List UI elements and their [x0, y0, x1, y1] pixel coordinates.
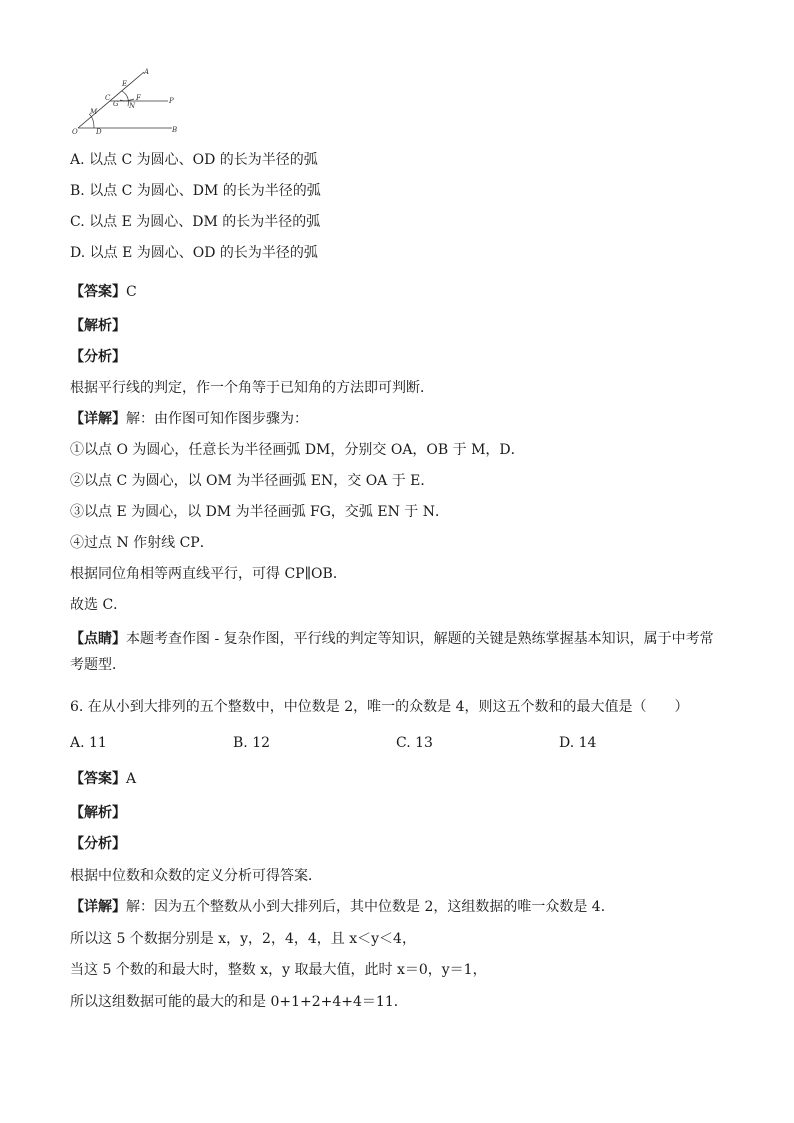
label-A: A	[144, 68, 150, 76]
q5-detail-text: 解：由作图可知作图步骤为：	[126, 411, 308, 427]
label-G: G	[113, 100, 119, 108]
q5-option-c: C. 以点 E 为圆心、DM 的长为半径的弧	[70, 214, 321, 230]
label-M: M	[90, 108, 98, 116]
q6-option-d: D. 14	[559, 735, 597, 751]
q5-option-b: B. 以点 C 为圆心、DM 的长为半径的弧	[70, 183, 321, 199]
label-B: B	[172, 126, 178, 134]
q5-step-4: ④过点 N 作射线 CP．	[70, 535, 214, 551]
q6-detail-text: 解：因为五个整数从小到大排列后，其中位数是 2，这组数据的唯一众数是 4．	[126, 899, 615, 915]
q6-option-c: C. 13	[396, 735, 433, 751]
q5-answer-tag: 【答案】	[70, 284, 126, 300]
label-D: D	[96, 128, 102, 136]
q6-line-3: 所以这组数据可能的最大的和是 0+1+2+4+4＝11．	[70, 994, 408, 1010]
q5-dianjing-tag: 【点睛】	[70, 631, 126, 647]
q6-answer	[70, 769, 136, 789]
q6-option-b: B. 12	[233, 735, 271, 751]
q5-conclusion: 根据同位角相等两直线平行，可得 CP∥OB．	[70, 566, 347, 582]
q5-jiexi-heading: 【解析】	[70, 318, 126, 334]
q5-detail-tag: 【详解】	[70, 411, 126, 427]
q6-answer-value: A	[126, 771, 137, 787]
q6-option-a: A. 11	[70, 735, 107, 751]
label-E: E	[122, 80, 128, 88]
q6-answer-tag: 【答案】	[70, 771, 126, 787]
q5-answer-value: C	[126, 284, 137, 300]
label-N: N	[129, 102, 136, 110]
q6-fenxi-heading: 【分析】	[70, 836, 126, 852]
q5-option-d: D. 以点 E 为圆心、OD 的长为半径的弧	[70, 245, 318, 261]
q5-answer	[70, 282, 137, 302]
q6-stem: 6. 在从小到大排列的五个整数中，中位数是 2，唯一的众数是 4，则这五个数和的最大值是（ ）	[70, 699, 689, 715]
construction-figure	[68, 62, 188, 138]
q5-dianjing-text: 本题考查作图 - 复杂作图，平行线的判定等知识，解题的关键是熟练掌握基本知识，属于中考常考题型．	[70, 631, 714, 673]
q5-step-2: ②以点 C 为圆心，以 OM 为半径画弧 EN，交 OA 于 E．	[70, 473, 435, 489]
q5-fenxi-heading: 【分析】	[70, 349, 126, 365]
label-C: C	[105, 94, 111, 102]
q5-step-1: ①以点 O 为圆心，任意长为半径画弧 DM，分别交 OA，OB 于 M，D．	[70, 442, 525, 458]
q5-option-a: A. 以点 C 为圆心、OD 的长为半径的弧	[70, 152, 318, 168]
q5-detail	[70, 409, 308, 429]
label-P: P	[169, 97, 174, 105]
q5-step-3: ③以点 E 为圆心，以 DM 为半径画弧 FG，交弧 EN 于 N．	[70, 504, 449, 520]
q5-dianjing	[70, 626, 720, 678]
q6-line-1: 所以这 5 个数据分别是 x，y，2，4，4，且 x＜y＜4，	[70, 931, 416, 947]
q6-detail-tag: 【详解】	[70, 899, 126, 915]
ray-OA	[78, 72, 144, 128]
q6-detail	[70, 897, 615, 917]
q6-jiexi-heading: 【解析】	[70, 805, 126, 821]
q6-fenxi-text: 根据中位数和众数的定义分析可得答案．	[70, 868, 322, 884]
q6-line-2: 当这 5 个数的和最大时，整数 x，y 取最大值，此时 x＝0，y＝1，	[70, 962, 487, 978]
arc-FG	[120, 99, 134, 101]
label-F: F	[136, 94, 141, 102]
arc-EN	[122, 91, 128, 106]
label-O: O	[72, 128, 78, 136]
q5-fenxi-text: 根据平行线的判定，作一个角等于已知角的方法即可判断．	[70, 380, 434, 396]
q5-choose: 故选 C．	[70, 597, 128, 613]
